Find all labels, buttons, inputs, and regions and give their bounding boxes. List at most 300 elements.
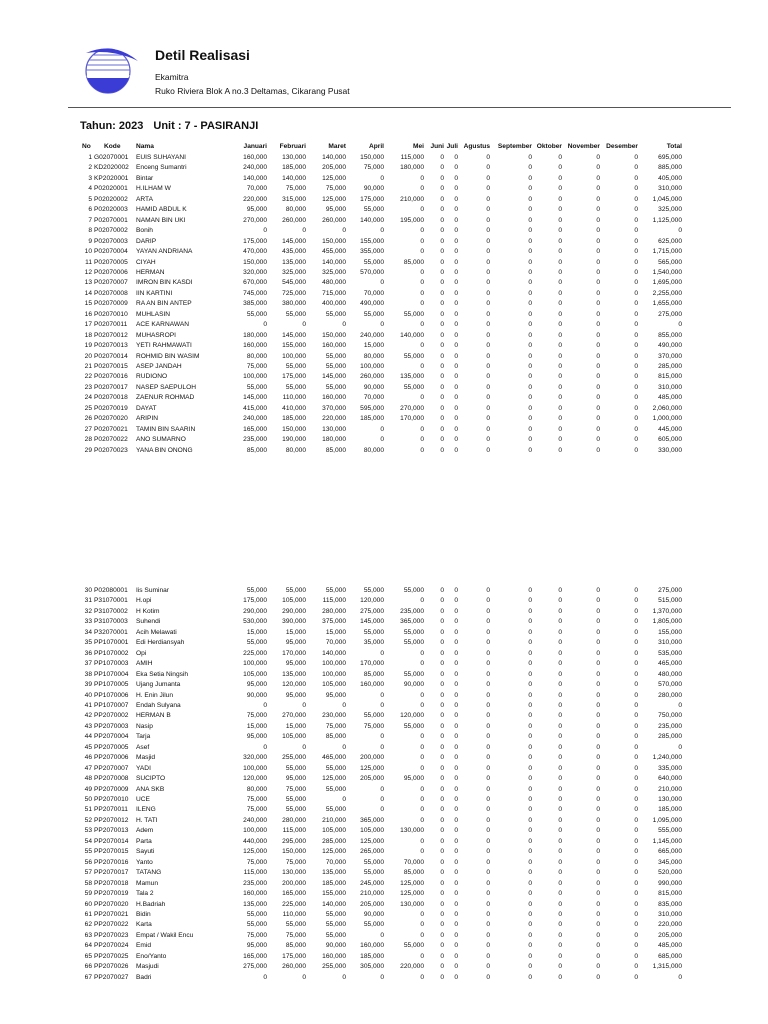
cell-mei: 0 — [420, 743, 424, 751]
cell-januari: 0 — [263, 973, 267, 981]
cell-no: 61 — [84, 910, 92, 918]
cell-agustus: 0 — [486, 628, 490, 636]
cell-nama: H. TATI — [136, 816, 158, 824]
cell-juni: 0 — [440, 827, 444, 835]
cell-mei: 0 — [420, 733, 424, 741]
cell-maret: 55,000 — [325, 352, 346, 360]
cell-maret: 150,000 — [322, 331, 346, 339]
cell-oktober: 0 — [558, 587, 562, 594]
cell-november: 0 — [596, 681, 600, 689]
cell-no: 48 — [84, 775, 92, 783]
cell-juni: 0 — [440, 216, 444, 224]
cell-mei: 0 — [420, 185, 424, 193]
cell-februari: 260,000 — [282, 963, 306, 971]
table-row — [0, 163, 768, 174]
cell-no: 3 — [88, 174, 92, 182]
cell-april: 85,000 — [363, 670, 384, 678]
cell-no: 9 — [88, 237, 92, 245]
cell-agustus: 0 — [486, 722, 490, 730]
cell-februari: 85,000 — [285, 942, 306, 950]
table-row — [0, 722, 768, 733]
cell-juli: 0 — [454, 415, 458, 423]
cell-juli: 0 — [454, 258, 458, 266]
cell-nama: HERMAN B — [136, 712, 171, 720]
cell-november: 0 — [596, 363, 600, 370]
cell-kode: PP2070008 — [94, 775, 129, 783]
cell-oktober: 0 — [558, 921, 562, 929]
cell-juli: 0 — [454, 248, 458, 256]
cell-maret: 95,000 — [325, 691, 346, 699]
cell-juni: 0 — [440, 415, 444, 423]
cell-mei: 0 — [420, 394, 424, 402]
cell-juli: 0 — [454, 681, 458, 689]
cell-agustus: 0 — [486, 816, 490, 824]
cell-maret: 95,000 — [325, 206, 346, 214]
cell-januari: 55,000 — [246, 587, 267, 594]
cell-nama: ASEP JANDAH — [136, 363, 182, 370]
cell-september: 0 — [528, 310, 532, 318]
cell-oktober: 0 — [558, 404, 562, 412]
cell-total: 0 — [678, 227, 682, 235]
cell-september: 0 — [528, 712, 532, 720]
cell-maret: 0 — [342, 701, 346, 709]
cell-agustus: 0 — [486, 963, 490, 971]
cell-januari: 75,000 — [246, 796, 267, 803]
cell-februari: 175,000 — [282, 373, 306, 381]
cell-no: 60 — [84, 900, 92, 908]
cell-nama: Karta — [136, 921, 152, 929]
cell-februari: 115,000 — [282, 827, 306, 835]
cell-januari: 75,000 — [246, 858, 267, 866]
cell-no: 65 — [84, 952, 92, 960]
cell-maret: 480,000 — [322, 279, 346, 287]
cell-total: 520,000 — [658, 869, 682, 877]
cell-mei: 0 — [420, 289, 424, 297]
cell-september: 0 — [528, 931, 532, 939]
cell-maret: 260,000 — [322, 216, 346, 224]
cell-kode: PP2070018 — [94, 879, 129, 887]
cell-februari: 435,000 — [282, 248, 306, 256]
cell-april: 150,000 — [360, 154, 384, 161]
cell-juli: 0 — [454, 837, 458, 845]
cell-mei: 55,000 — [403, 639, 424, 647]
cell-juni: 0 — [440, 816, 444, 824]
table-row — [0, 596, 768, 607]
cell-april: 260,000 — [360, 373, 384, 381]
cell-november: 0 — [596, 587, 600, 594]
cell-agustus: 0 — [486, 890, 490, 898]
cell-januari: 235,000 — [243, 436, 267, 444]
cell-oktober: 0 — [558, 310, 562, 318]
cell-juni: 0 — [440, 628, 444, 636]
cell-nama: YETI RAHMAWATI — [136, 342, 192, 350]
cell-desember: 0 — [634, 639, 638, 647]
table-row — [0, 383, 768, 394]
cell-juni: 0 — [440, 174, 444, 182]
cell-juni: 0 — [440, 404, 444, 412]
year-label: Tahun: 2023 — [80, 120, 144, 132]
cell-mei: 0 — [420, 910, 424, 918]
cell-no: 21 — [84, 363, 92, 370]
cell-november: 0 — [596, 174, 600, 182]
cell-nama: ROHMID BIN WASIM — [136, 352, 200, 360]
cell-no: 46 — [84, 754, 92, 762]
cell-september: 0 — [528, 848, 532, 856]
cell-no: 45 — [84, 743, 92, 751]
cell-agustus: 0 — [486, 848, 490, 856]
cell-april: 145,000 — [360, 618, 384, 626]
cell-agustus: 0 — [486, 712, 490, 720]
header-september: September — [497, 143, 532, 150]
cell-mei: 55,000 — [403, 942, 424, 950]
cell-agustus: 0 — [486, 660, 490, 668]
cell-nama: TAMIN BIN SAARIN — [136, 425, 196, 433]
cell-no: 62 — [84, 921, 92, 929]
cell-nama: Nasip — [136, 722, 153, 730]
cell-mei: 0 — [420, 764, 424, 772]
cell-februari: 145,000 — [282, 237, 306, 245]
cell-april: 90,000 — [363, 910, 384, 918]
cell-desember: 0 — [634, 942, 638, 950]
cell-juni: 0 — [440, 869, 444, 877]
cell-no: 26 — [84, 415, 92, 423]
cell-total: 1,095,000 — [652, 816, 682, 824]
cell-juni: 0 — [440, 618, 444, 626]
cell-kode: PP2070027 — [94, 973, 129, 981]
cell-nama: H. Enin Jilun — [136, 691, 174, 699]
cell-desember: 0 — [634, 248, 638, 256]
cell-desember: 0 — [634, 785, 638, 793]
cell-total: 485,000 — [658, 942, 682, 950]
cell-juli: 0 — [454, 701, 458, 709]
cell-juli: 0 — [454, 342, 458, 350]
cell-desember: 0 — [634, 712, 638, 720]
cell-januari: 415,000 — [243, 404, 267, 412]
cell-desember: 0 — [634, 827, 638, 835]
cell-agustus: 0 — [486, 436, 490, 444]
cell-agustus: 0 — [486, 796, 490, 803]
cell-no: 5 — [88, 195, 92, 203]
cell-oktober: 0 — [558, 879, 562, 887]
cell-maret: 150,000 — [322, 237, 346, 245]
cell-nama: IMRON BIN KASDI — [136, 279, 193, 287]
cell-juli: 0 — [454, 206, 458, 214]
cell-juli: 0 — [454, 858, 458, 866]
table-row — [0, 743, 768, 754]
cell-oktober: 0 — [558, 733, 562, 741]
cell-kode: P32070001 — [94, 628, 128, 636]
cell-oktober: 0 — [558, 216, 562, 224]
cell-februari: 105,000 — [282, 733, 306, 741]
cell-mei: 0 — [420, 237, 424, 245]
cell-juli: 0 — [454, 404, 458, 412]
cell-agustus: 0 — [486, 154, 490, 161]
cell-nama: IIN KARTINI — [136, 289, 173, 297]
table-row — [0, 973, 768, 984]
cell-juli: 0 — [454, 587, 458, 594]
table-row — [0, 847, 768, 858]
cell-nama: Iis Suminar — [136, 587, 169, 594]
cell-februari: 0 — [302, 973, 306, 981]
table-row — [0, 404, 768, 415]
cell-desember: 0 — [634, 649, 638, 657]
cell-oktober: 0 — [558, 268, 562, 276]
cell-no: 1 — [88, 154, 92, 161]
cell-april: 205,000 — [360, 775, 384, 783]
cell-maret: 400,000 — [322, 300, 346, 308]
cell-januari: 125,000 — [243, 848, 267, 856]
cell-maret: 160,000 — [322, 342, 346, 350]
table-row — [0, 649, 768, 660]
cell-total: 185,000 — [658, 806, 682, 814]
cell-januari: 745,000 — [243, 289, 267, 297]
cell-juli: 0 — [454, 227, 458, 235]
cell-mei: 130,000 — [400, 827, 424, 835]
cell-januari: 135,000 — [243, 900, 267, 908]
cell-juli: 0 — [454, 174, 458, 182]
table-row — [0, 226, 768, 237]
cell-mei: 0 — [420, 363, 424, 370]
cell-no: 17 — [84, 321, 92, 329]
cell-kode: P02070006 — [94, 268, 128, 276]
cell-september: 0 — [528, 764, 532, 772]
cell-maret: 55,000 — [325, 587, 346, 594]
cell-maret: 15,000 — [325, 628, 346, 636]
cell-februari: 135,000 — [282, 258, 306, 266]
cell-september: 0 — [528, 670, 532, 678]
cell-total: 405,000 — [658, 174, 682, 182]
cell-juli: 0 — [454, 289, 458, 297]
cell-mei: 0 — [420, 660, 424, 668]
cell-maret: 70,000 — [325, 639, 346, 647]
cell-november: 0 — [596, 383, 600, 391]
cell-agustus: 0 — [486, 373, 490, 381]
cell-maret: 85,000 — [325, 446, 346, 454]
cell-oktober: 0 — [558, 164, 562, 172]
cell-no: 51 — [84, 806, 92, 814]
cell-oktober: 0 — [558, 858, 562, 866]
cell-april: 0 — [380, 743, 384, 751]
cell-nama: UCE — [136, 796, 150, 803]
cell-total: 0 — [678, 701, 682, 709]
cell-november: 0 — [596, 628, 600, 636]
cell-september: 0 — [528, 607, 532, 615]
cell-total: 695,000 — [658, 154, 682, 161]
cell-oktober: 0 — [558, 394, 562, 402]
cell-total: 555,000 — [658, 827, 682, 835]
cell-nama: Suhendi — [136, 618, 161, 626]
cell-kode: P02020001 — [94, 185, 128, 193]
cell-kode: P02070019 — [94, 404, 128, 412]
cell-november: 0 — [596, 310, 600, 318]
cell-juni: 0 — [440, 639, 444, 647]
cell-nama: Adem — [136, 827, 154, 835]
cell-februari: 410,000 — [282, 404, 306, 412]
cell-oktober: 0 — [558, 342, 562, 350]
cell-februari: 0 — [302, 743, 306, 751]
cell-november: 0 — [596, 890, 600, 898]
cell-total: 205,000 — [658, 931, 682, 939]
page-title: Detil Realisasi — [155, 47, 250, 63]
table-row — [0, 638, 768, 649]
cell-desember: 0 — [634, 436, 638, 444]
cell-total: 285,000 — [658, 363, 682, 370]
cell-no: 6 — [88, 206, 92, 214]
cell-november: 0 — [596, 206, 600, 214]
cell-november: 0 — [596, 394, 600, 402]
cell-juli: 0 — [454, 195, 458, 203]
cell-total: 625,000 — [658, 237, 682, 245]
cell-juni: 0 — [440, 796, 444, 803]
cell-september: 0 — [528, 816, 532, 824]
cell-mei: 0 — [420, 785, 424, 793]
cell-kode: PP2070009 — [94, 785, 129, 793]
cell-kode: P31070002 — [94, 607, 128, 615]
cell-maret: 125,000 — [322, 848, 346, 856]
cell-januari: 95,000 — [246, 206, 267, 214]
cell-nama: Emid — [136, 942, 152, 950]
cell-juli: 0 — [454, 670, 458, 678]
cell-desember: 0 — [634, 206, 638, 214]
cell-agustus: 0 — [486, 837, 490, 845]
cell-maret: 455,000 — [322, 248, 346, 256]
cell-april: 0 — [380, 321, 384, 329]
cell-no: 33 — [84, 618, 92, 626]
cell-nama: ARTA — [136, 195, 153, 203]
table-row — [0, 414, 768, 425]
cell-februari: 75,000 — [285, 785, 306, 793]
cell-nama: Acih Melawati — [136, 628, 177, 636]
cell-no: 53 — [84, 827, 92, 835]
cell-februari: 100,000 — [282, 352, 306, 360]
table-row — [0, 941, 768, 952]
cell-nama: HAMID ABDUL K — [136, 206, 187, 214]
cell-september: 0 — [528, 733, 532, 741]
cell-oktober: 0 — [558, 848, 562, 856]
cell-total: 335,000 — [658, 764, 682, 772]
cell-januari: 100,000 — [243, 660, 267, 668]
cell-desember: 0 — [634, 796, 638, 803]
cell-kode: P02070001 — [94, 216, 128, 224]
cell-agustus: 0 — [486, 607, 490, 615]
cell-desember: 0 — [634, 268, 638, 276]
cell-januari: 120,000 — [243, 775, 267, 783]
cell-maret: 140,000 — [322, 258, 346, 266]
cell-juni: 0 — [440, 383, 444, 391]
cell-oktober: 0 — [558, 722, 562, 730]
cell-kode: PP2070002 — [94, 712, 129, 720]
cell-no: 52 — [84, 816, 92, 824]
cell-september: 0 — [528, 227, 532, 235]
cell-juli: 0 — [454, 436, 458, 444]
cell-total: 1,540,000 — [652, 268, 682, 276]
cell-no: 10 — [84, 248, 92, 256]
cell-februari: 55,000 — [285, 587, 306, 594]
cell-november: 0 — [596, 775, 600, 783]
cell-oktober: 0 — [558, 775, 562, 783]
cell-januari: 385,000 — [243, 300, 267, 308]
cell-april: 125,000 — [360, 837, 384, 845]
cell-november: 0 — [596, 691, 600, 699]
cell-november: 0 — [596, 607, 600, 615]
table-row — [0, 920, 768, 931]
cell-september: 0 — [528, 164, 532, 172]
cell-kode: KD2020002 — [94, 164, 129, 172]
cell-no: 19 — [84, 342, 92, 350]
cell-juni: 0 — [440, 858, 444, 866]
cell-kode: P02020002 — [94, 195, 128, 203]
cell-total: 1,715,000 — [652, 248, 682, 256]
cell-februari: 0 — [302, 227, 306, 235]
table-row — [0, 931, 768, 942]
cell-maret: 155,000 — [322, 890, 346, 898]
cell-juli: 0 — [454, 942, 458, 950]
cell-februari: 110,000 — [282, 910, 306, 918]
cell-total: 1,000,000 — [652, 415, 682, 423]
cell-november: 0 — [596, 701, 600, 709]
cell-kode: PP2070024 — [94, 942, 129, 950]
cell-kode: P02070013 — [94, 342, 128, 350]
cell-nama: CIYAH — [136, 258, 156, 266]
cell-april: 175,000 — [360, 195, 384, 203]
cell-januari: 90,000 — [246, 691, 267, 699]
report-subtitle — [80, 120, 258, 132]
cell-juni: 0 — [440, 900, 444, 908]
cell-nama: H.Badriah — [136, 900, 166, 908]
cell-februari: 165,000 — [282, 890, 306, 898]
cell-januari: 0 — [263, 321, 267, 329]
cell-total: 310,000 — [658, 383, 682, 391]
cell-juli: 0 — [454, 279, 458, 287]
cell-november: 0 — [596, 649, 600, 657]
cell-oktober: 0 — [558, 352, 562, 360]
cell-februari: 140,000 — [282, 174, 306, 182]
cell-agustus: 0 — [486, 383, 490, 391]
cell-desember: 0 — [634, 681, 638, 689]
cell-mei: 70,000 — [403, 858, 424, 866]
cell-januari: 75,000 — [246, 806, 267, 814]
cell-kode: P02070007 — [94, 279, 128, 287]
cell-juni: 0 — [440, 963, 444, 971]
cell-juni: 0 — [440, 597, 444, 605]
cell-kode: PP2070006 — [94, 754, 129, 762]
cell-november: 0 — [596, 185, 600, 193]
cell-maret: 55,000 — [325, 764, 346, 772]
cell-juli: 0 — [454, 910, 458, 918]
cell-november: 0 — [596, 618, 600, 626]
cell-september: 0 — [528, 279, 532, 287]
cell-no: 56 — [84, 858, 92, 866]
cell-september: 0 — [528, 237, 532, 245]
cell-total: 835,000 — [658, 900, 682, 908]
cell-juni: 0 — [440, 321, 444, 329]
table-row — [0, 362, 768, 373]
cell-februari: 280,000 — [282, 816, 306, 824]
cell-total: 1,125,000 — [652, 216, 682, 224]
cell-juli: 0 — [454, 331, 458, 339]
cell-februari: 170,000 — [282, 649, 306, 657]
cell-januari: 180,000 — [243, 331, 267, 339]
cell-juni: 0 — [440, 890, 444, 898]
cell-november: 0 — [596, 827, 600, 835]
table-row — [0, 310, 768, 321]
cell-desember: 0 — [634, 691, 638, 699]
cell-april: 185,000 — [360, 952, 384, 960]
cell-no: 50 — [84, 796, 92, 803]
cell-agustus: 0 — [486, 237, 490, 245]
cell-desember: 0 — [634, 837, 638, 845]
cell-total: 565,000 — [658, 258, 682, 266]
